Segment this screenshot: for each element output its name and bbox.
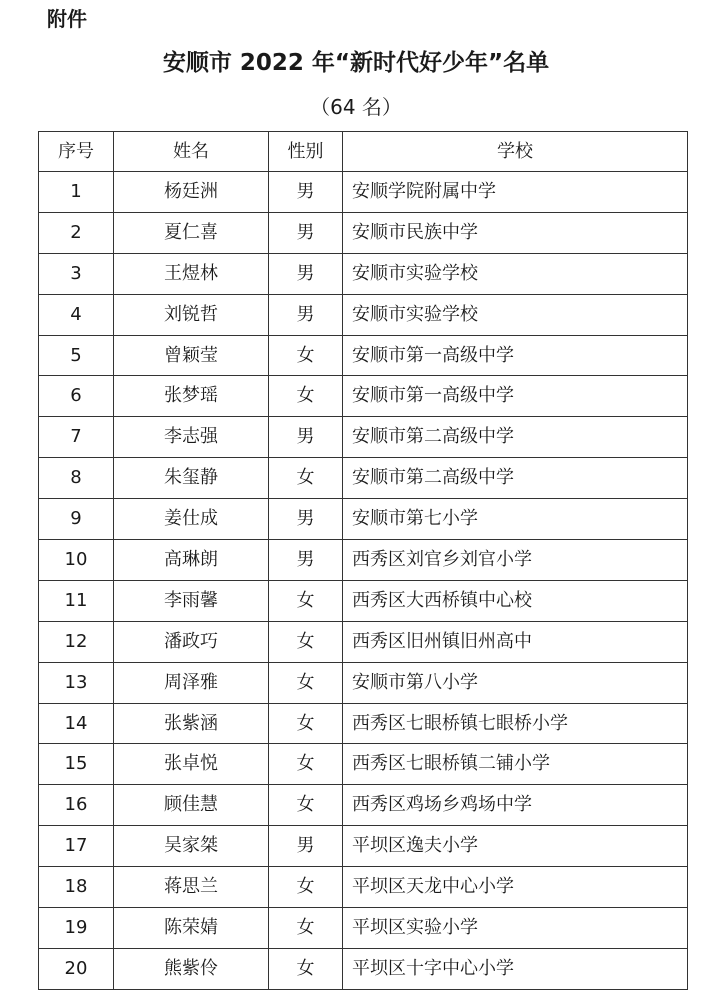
table-row: [39, 417, 688, 458]
cell-school: 西秀区七眼桥镇二铺小学: [343, 744, 688, 785]
cell-school: 西秀区七眼桥镇七眼桥小学: [343, 703, 688, 744]
cell-school: 平坝区十字中心小学: [343, 948, 688, 989]
cell-gender: 男: [269, 499, 343, 540]
cell-name: 张梦瑶: [114, 376, 269, 417]
table-row: [39, 458, 688, 499]
table-row: [39, 580, 688, 621]
table-row: [39, 826, 688, 867]
cell-number: 9: [39, 499, 114, 540]
cell-school: 安顺市第一高级中学: [343, 376, 688, 417]
cell-school: 西秀区大西桥镇中心校: [343, 580, 688, 621]
table-row: [39, 785, 688, 826]
cell-school: 平坝区逸夫小学: [343, 826, 688, 867]
cell-number: 14: [39, 703, 114, 744]
column-header-name: 姓名: [114, 132, 269, 172]
honoree-count: （64 名）: [310, 95, 402, 119]
cell-name: 熊紫伶: [114, 948, 269, 989]
cell-name: 姜仕成: [114, 499, 269, 540]
cell-name: 夏仁喜: [114, 212, 269, 253]
column-header-gender: 性别: [269, 132, 343, 172]
cell-school: 安顺市第二高级中学: [343, 417, 688, 458]
document-title: 安顺市 2022 年“新时代好少年”名单: [162, 50, 550, 76]
table-row: [39, 948, 688, 989]
cell-number: 15: [39, 744, 114, 785]
cell-school: 安顺市第八小学: [343, 662, 688, 703]
cell-gender: 女: [269, 580, 343, 621]
cell-gender: 女: [269, 458, 343, 499]
cell-school: 安顺市实验学校: [343, 294, 688, 335]
cell-gender: 女: [269, 785, 343, 826]
cell-school: 安顺市第二高级中学: [343, 458, 688, 499]
cell-gender: 男: [269, 253, 343, 294]
cell-name: 潘政巧: [114, 621, 269, 662]
cell-gender: 男: [269, 417, 343, 458]
cell-name: 张卓悦: [114, 744, 269, 785]
cell-school: 西秀区旧州镇旧州高中: [343, 621, 688, 662]
cell-school: 平坝区天龙中心小学: [343, 867, 688, 908]
cell-name: 顾佳慧: [114, 785, 269, 826]
cell-name: 蒋思兰: [114, 867, 269, 908]
cell-school: 西秀区刘官乡刘官小学: [343, 540, 688, 581]
cell-school: 安顺市第一高级中学: [343, 335, 688, 376]
cell-number: 11: [39, 580, 114, 621]
table-row: [39, 662, 688, 703]
table-row: [39, 621, 688, 662]
cell-school: 平坝区实验小学: [343, 908, 688, 949]
cell-name: 周泽雅: [114, 662, 269, 703]
table-row: [39, 908, 688, 949]
cell-name: 李雨馨: [114, 580, 269, 621]
cell-name: 李志强: [114, 417, 269, 458]
cell-gender: 女: [269, 744, 343, 785]
cell-gender: 女: [269, 335, 343, 376]
cell-number: 2: [39, 212, 114, 253]
cell-name: 高琳朗: [114, 540, 269, 581]
table-row: [39, 376, 688, 417]
cell-number: 1: [39, 172, 114, 213]
table-row: [39, 172, 688, 213]
cell-gender: 男: [269, 540, 343, 581]
table-row: [39, 335, 688, 376]
cell-number: 8: [39, 458, 114, 499]
cell-gender: 女: [269, 376, 343, 417]
cell-number: 10: [39, 540, 114, 581]
table-row: [39, 212, 688, 253]
table-row: [39, 499, 688, 540]
cell-number: 19: [39, 908, 114, 949]
cell-number: 6: [39, 376, 114, 417]
cell-name: 杨廷洲: [114, 172, 269, 213]
cell-number: 13: [39, 662, 114, 703]
cell-number: 17: [39, 826, 114, 867]
cell-number: 3: [39, 253, 114, 294]
cell-gender: 女: [269, 621, 343, 662]
cell-school: 安顺市第七小学: [343, 499, 688, 540]
cell-number: 20: [39, 948, 114, 989]
table-row: [39, 294, 688, 335]
table-row: [39, 253, 688, 294]
cell-school: 安顺市实验学校: [343, 253, 688, 294]
column-header-number: 序号: [39, 132, 114, 172]
cell-name: 吴家桀: [114, 826, 269, 867]
table-row: [39, 867, 688, 908]
cell-name: 王煜林: [114, 253, 269, 294]
cell-gender: 男: [269, 172, 343, 213]
cell-number: 16: [39, 785, 114, 826]
cell-gender: 女: [269, 908, 343, 949]
cell-number: 12: [39, 621, 114, 662]
cell-gender: 男: [269, 212, 343, 253]
cell-gender: 男: [269, 826, 343, 867]
cell-number: 5: [39, 335, 114, 376]
page-bottom-edge: [0, 990, 712, 1000]
attachment-label: 附件: [47, 7, 87, 31]
cell-name: 朱玺静: [114, 458, 269, 499]
honoree-table: [38, 131, 688, 990]
cell-name: 陈荣婧: [114, 908, 269, 949]
cell-number: 7: [39, 417, 114, 458]
table-body: [39, 172, 688, 990]
cell-name: 张紫涵: [114, 703, 269, 744]
cell-name: 曾颖莹: [114, 335, 269, 376]
cell-name: 刘锐哲: [114, 294, 269, 335]
cell-gender: 女: [269, 867, 343, 908]
column-header-school: 学校: [343, 132, 688, 172]
table-header-row: [39, 132, 688, 172]
cell-gender: 女: [269, 662, 343, 703]
cell-school: 安顺市民族中学: [343, 212, 688, 253]
cell-number: 4: [39, 294, 114, 335]
cell-school: 安顺学院附属中学: [343, 172, 688, 213]
table-row: [39, 744, 688, 785]
table-row: [39, 703, 688, 744]
cell-gender: 女: [269, 703, 343, 744]
cell-gender: 男: [269, 294, 343, 335]
table-row: [39, 540, 688, 581]
cell-gender: 女: [269, 948, 343, 989]
cell-school: 西秀区鸡场乡鸡场中学: [343, 785, 688, 826]
cell-number: 18: [39, 867, 114, 908]
